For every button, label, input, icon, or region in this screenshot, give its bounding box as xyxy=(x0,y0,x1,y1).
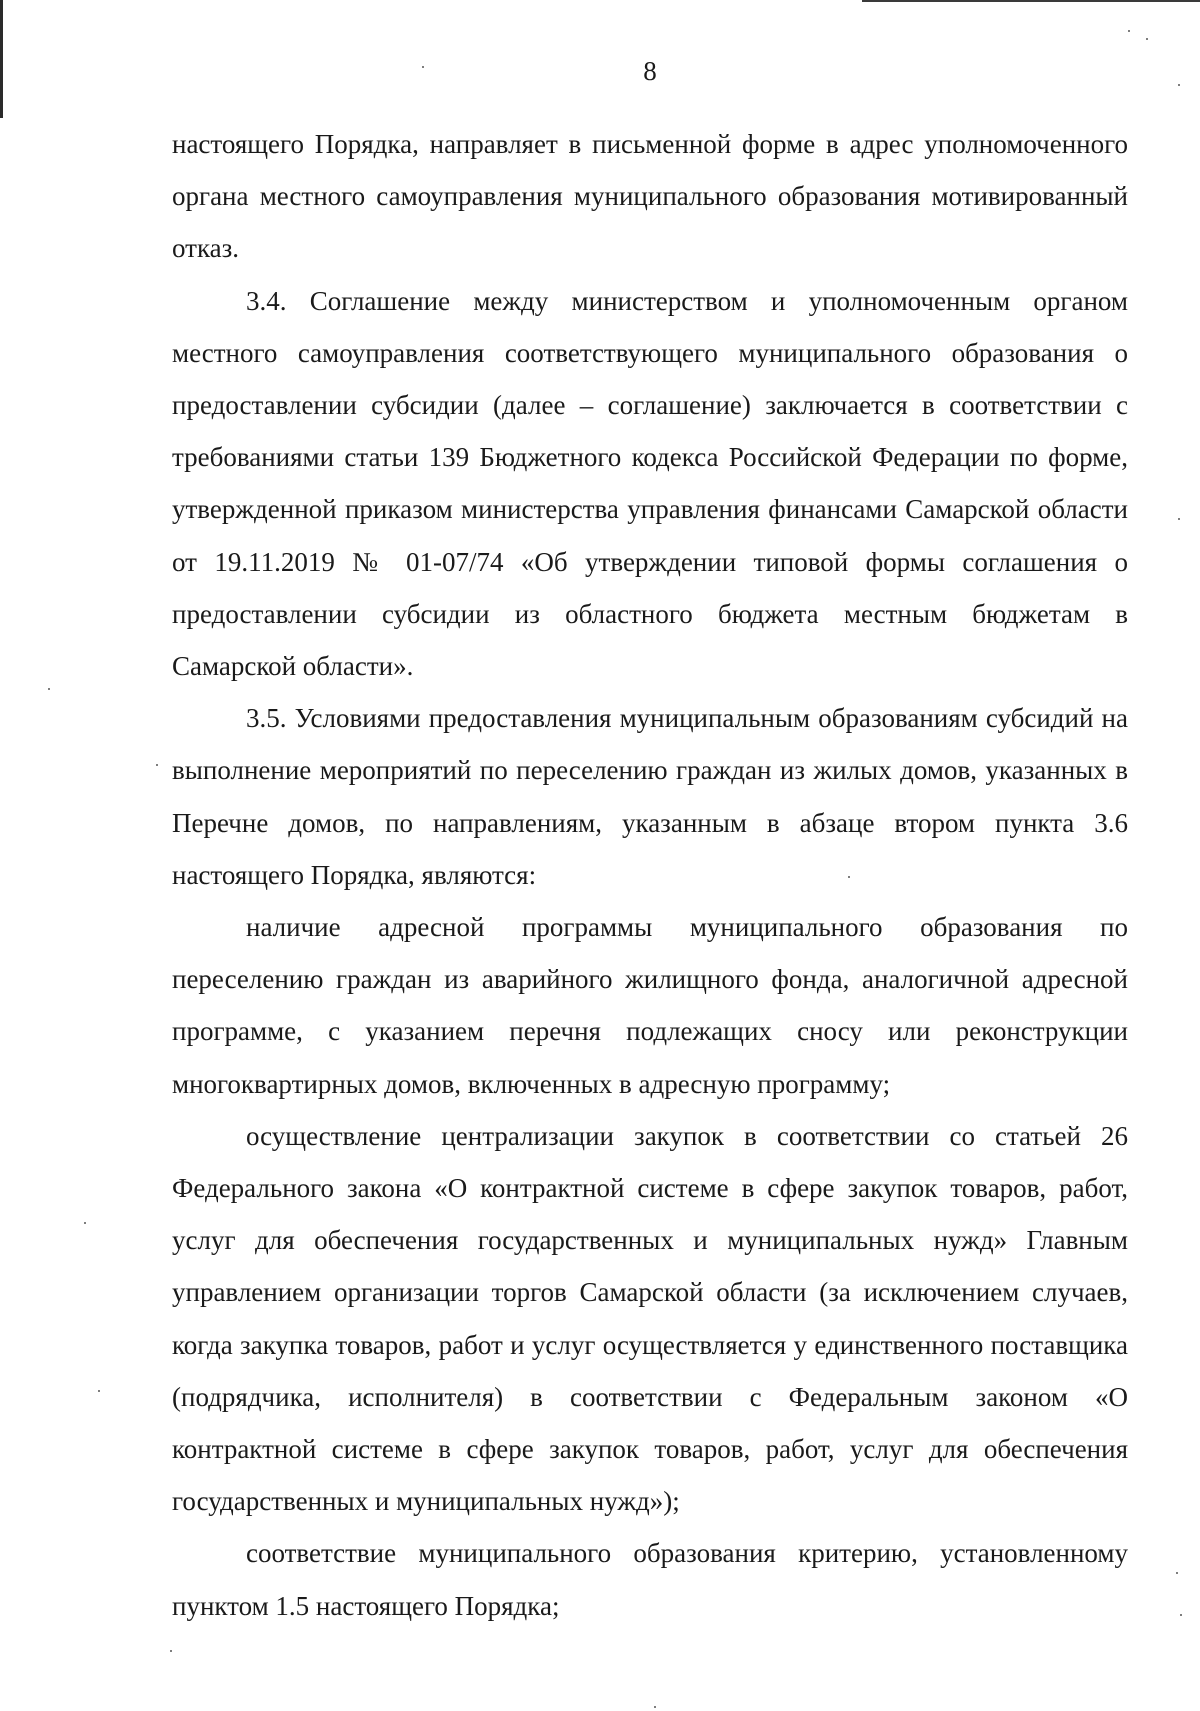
condition-criterion-compliance: соответствие муниципального образования критерию, установленному пунктом 1.5 настоящего Порядка; xyxy=(172,1538,1128,1621)
scan-speck xyxy=(1146,38,1148,40)
scan-speck xyxy=(1180,1614,1182,1616)
paragraph-continuation: настоящего Порядка, направляет в письменной форме в адрес уполномоченного органа местного самоуправления муниципального образования мотивированный отказ. xyxy=(172,129,1128,264)
paragraph-3-5: 3.5. Условиями предоставления муниципальным образованиям субсидий на выполнение мероприятий по переселению граждан из жилых домов, указанных в Перечне домов, по направлениям, указанным в абзаце втором пункта 3.6 настоящего Порядка, являются: xyxy=(172,703,1128,890)
scan-speck xyxy=(48,688,50,690)
scan-speck xyxy=(84,1222,86,1224)
scan-speck xyxy=(98,1390,100,1392)
scan-speck xyxy=(1178,518,1180,520)
scan-edge-mark xyxy=(862,0,1200,2)
scan-speck xyxy=(654,1706,656,1708)
paragraph-3-4: 3.4. Соглашение между министерством и уполномоченным органом местного самоуправления соответствующего муниципального образования о предоставлении субсидии (далее – соглашение) заключается в соответствии с требованиями статьи 139 Бюджетного кодекса Российской Федерации по форме, утвержденной приказом министерства управления финансами Самарской области от 19.11.2019 № 01-07/74 «Об утверждении типовой формы соглашения о предоставлении субсидии из областного бюджета местным бюджетам в Самарской области». xyxy=(172,285,1128,682)
scan-speck xyxy=(170,1650,172,1652)
document-body xyxy=(172,118,1128,1632)
condition-centralized-procurement: осуществление централизации закупок в соответствии со статьей 26 Федерального закона «О контрактной системе в сфере закупок товаров, работ, услуг для обеспечения государственных и муниципальных нужд» Главным управлением организации торгов Самарской области (за исключением случаев, когда закупка товаров, работ и услуг осуществляется у единственного поставщика (подрядчика, исполнителя) в соответствии с Федеральным законом «О контрактной системе в сфере закупок товаров, работ, услуг для обеспечения государственных и муниципальных нужд»); xyxy=(172,1120,1128,1517)
scan-speck xyxy=(1128,30,1130,32)
condition-address-program: наличие адресной программы муниципального образования по переселению граждан из аварийного жилищного фонда, аналогичной адресной программе, с указанием перечня подлежащих сносу или реконструкции многоквартирных домов, включенных в адресную программу; xyxy=(172,912,1128,1099)
page-number: 8 xyxy=(643,56,657,86)
scan-speck xyxy=(1176,1572,1178,1574)
scan-speck xyxy=(156,764,158,766)
